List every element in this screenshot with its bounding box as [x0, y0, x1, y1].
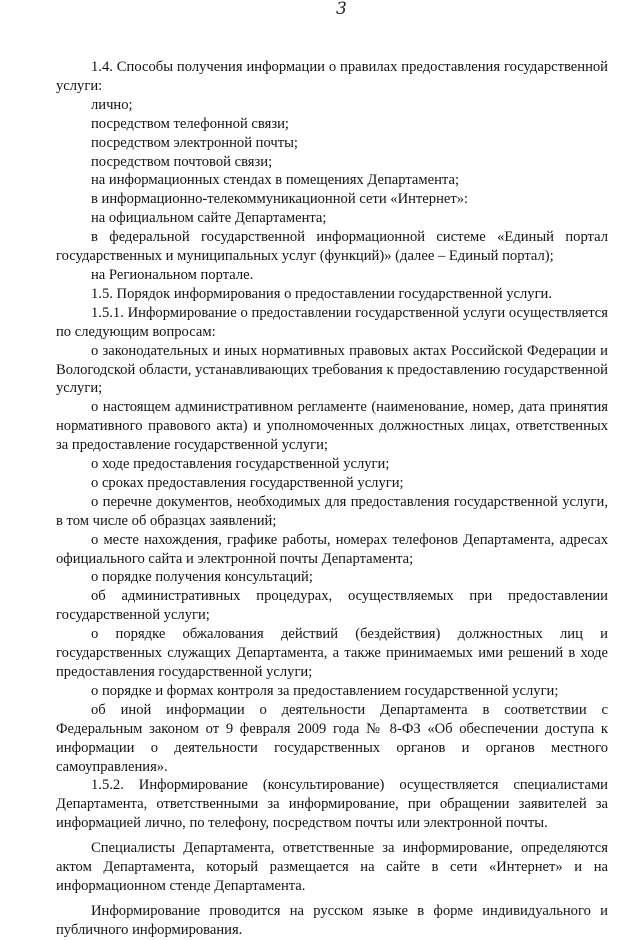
paragraph-1-5-2: 1.5.2. Информирование (консультирование) осуществляется специалистами Департамента, ответственными за информирование, при обращении заявителей за информацией лично, по телефону, посредством почты или электронной почты.	[56, 777, 608, 832]
topic-deadlines: о сроках предоставления государственной услуги;	[91, 474, 404, 491]
list-item-phone: посредством телефонной связи;	[91, 115, 289, 132]
topic-other-info: об иной информации о деятельности Департамента в соответствии с Федеральным законом от 9 февраля 2009 года № 8-ФЗ «Об обеспечении доступа к информации о деятельности государственных органов и органов местного самоуправления».	[56, 701, 608, 775]
list-item-post: посредством почтовой связи;	[91, 153, 273, 170]
topic-admin-procedures: об административных процедурах, осуществляемых при предоставлении государственной услуги;	[56, 588, 608, 624]
list-item-unified-portal: в федеральной государственной информационной системе «Единый портал государственных и муниципальных услуг (функций)» (далее – Единый портал);	[56, 229, 608, 265]
list-item-regional-portal: на Региональном портале.	[91, 266, 254, 283]
topic-regulation: о настоящем административном регламенте (наименование, номер, дата принятия нормативного правового акта) и уполномоченных должностных лицах, ответственных за предоставление государственной услуги;	[56, 399, 608, 454]
paragraph-1-5-1: 1.5.1. Информирование о предоставлении государственной услуги осуществляется по следующим вопросам:	[56, 304, 608, 340]
topic-control: о порядке и формах контроля за предоставлением государственной услуги;	[91, 682, 559, 699]
topic-location-contacts: о месте нахождения, графике работы, номерах телефонов Департамента, адресах официального сайта и электронной почты Департамента;	[56, 531, 608, 567]
topic-appeals: о порядке обжалования действий (бездействия) должностных лиц и государственных служащих Департамента, а также принимаемых ими решений в ходе предоставления государственной услуги;	[56, 626, 608, 680]
list-item-email: посредством электронной почты;	[91, 134, 298, 151]
paragraph-1-5-heading: 1.5. Порядок информирования о предоставлении государственной услуги.	[91, 285, 553, 302]
topic-consultations: о порядке получения консультаций;	[91, 569, 313, 586]
list-item-internet: в информационно-телекоммуникационной сети «Интернет»:	[91, 191, 469, 208]
topic-legislation: о законодательных и иных нормативных правовых актах Российской Федерации и Вологодской области, устанавливающих требования к предоставлению государственной услуги;	[56, 342, 608, 397]
paragraph-1-4-heading: 1.4. Способы получения информации о правилах предоставления государственной услуги:	[56, 59, 608, 94]
topic-progress: о ходе предоставления государственной услуги;	[91, 456, 390, 473]
paragraph-language: Информирование проводится на русском языке в форме индивидуального и публичного информирования.	[56, 902, 608, 938]
page-number: 3	[336, 0, 347, 19]
topic-documents: о перечне документов, необходимых для предоставления государственной услуги, в том числе об образцах заявлений;	[56, 493, 608, 529]
paragraph-specialists: Специалисты Департамента, ответственные за информирование, определяются актом Департамента, который размещается на сайте в сети «Интернет» и на информационном стенде Департамента.	[56, 840, 608, 894]
document-body	[56, 58, 608, 940]
list-item-in-person: лично;	[91, 96, 133, 113]
list-item-official-site: на официальном сайте Департамента;	[91, 210, 327, 227]
list-item-stands: на информационных стендах в помещениях Департамента;	[91, 172, 459, 189]
